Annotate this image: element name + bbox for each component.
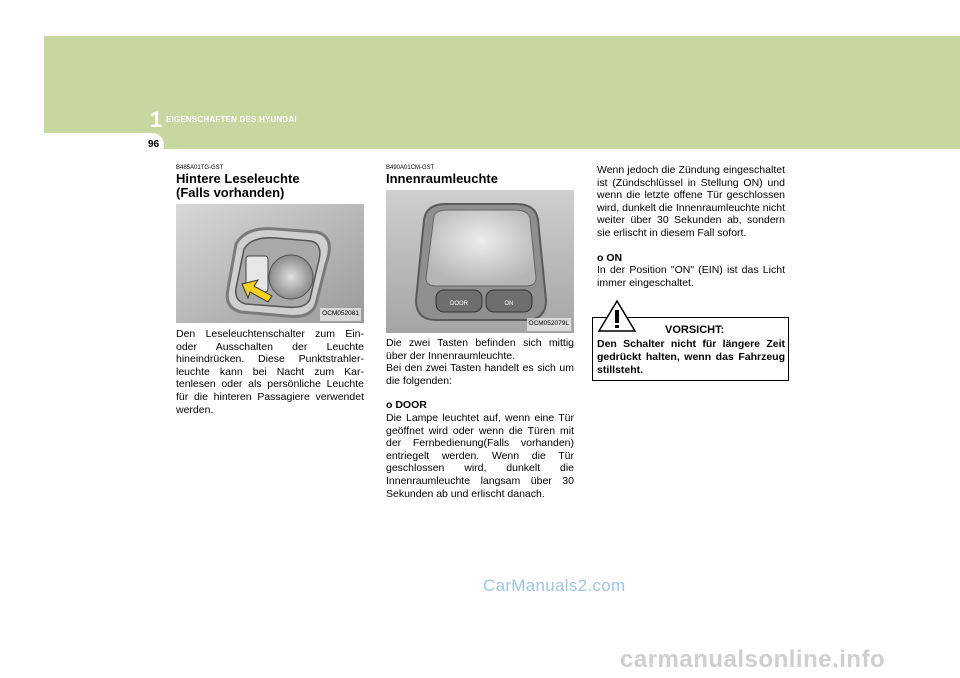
reading-lamp-photo: [176, 204, 364, 323]
interior-lamp-photo: [386, 190, 574, 333]
on-title: o ON: [597, 251, 623, 264]
middle-column: [386, 164, 574, 500]
chapter-title: EIGENSCHAFTEN DES HYUNDAI: [166, 115, 297, 124]
caution-title: VORSICHT:: [665, 324, 725, 336]
interior-lamp-illustration: [386, 190, 574, 333]
section-heading: Innenraumleuchte: [386, 171, 498, 186]
section-heading: Hintere Leseleuchte: [176, 171, 300, 186]
chapter-number: 1: [150, 107, 163, 132]
image-code: OCM052079L: [527, 318, 571, 331]
section-intro-2: Bei den zwei Tasten handelt es sich um die folgenden:: [386, 362, 574, 387]
door-button-label: DOOR: [450, 301, 468, 307]
watermark-text: CarManuals2.com: [483, 576, 626, 595]
left-column: [176, 164, 364, 416]
caution-text: Den Schalter nicht für längere Zeit gedrückt halten, wenn das Fahrzeug stillsteht.: [597, 338, 785, 376]
section-code: B485A01TG-GST: [176, 165, 224, 171]
reading-lamp-illustration: [176, 204, 364, 323]
door-text: Die Lampe leuchtet auf, wenn eine Tür geöffnet wird oder wenn die Türen mit der Fernbedienung(Falls vorhanden) entriegelt werden. Wenn die Tür geschlossen wird, dunkelt die Innenraumleuchte langsam über 30 Sekunden ab und erlischt danach.: [386, 411, 574, 500]
on-text: In der Position "ON" (EIN) ist das Licht immer eingeschaltet.: [597, 264, 785, 289]
section-heading-sub: (Falls vorhanden): [176, 185, 285, 200]
door-title: o DOOR: [386, 399, 427, 412]
page-number-tab: [44, 133, 164, 157]
warning-triangle-icon: [597, 299, 637, 333]
on-button-label: ON: [504, 301, 514, 307]
page-number: 96: [148, 139, 160, 150]
header-band: [44, 36, 960, 149]
section-body: Den Leseleuchtenschalter zum Ein- oder Ausschalten der Leuchte hineindrücken. Diese Punktstrahler-leuchte kann bei Nacht zum Kar-tenlesen oder als persönliche Leuchte für die hinteren Passagiere verwendet werden.: [176, 328, 364, 416]
section-code: B490A01CM-GST: [386, 165, 435, 171]
ignition-paragraph: Wenn jedoch die Zündung eingeschaltet ist (Zündschlüssel in Stellung ON) und wenn die letzte offene Tür geschlossen wird, dunkelt die Innenraumleuchte nicht weiter über 30 Sekunden ab, sondern sie erlischt in diesem Fall sofort.: [597, 164, 785, 239]
footer-watermark: carmanualsonline.info: [620, 646, 886, 673]
right-column: [597, 164, 785, 289]
image-code: OCM052081: [320, 308, 361, 321]
section-intro: Die zwei Tasten befinden sich mittig über der Innenraumleuchte.: [386, 337, 574, 362]
